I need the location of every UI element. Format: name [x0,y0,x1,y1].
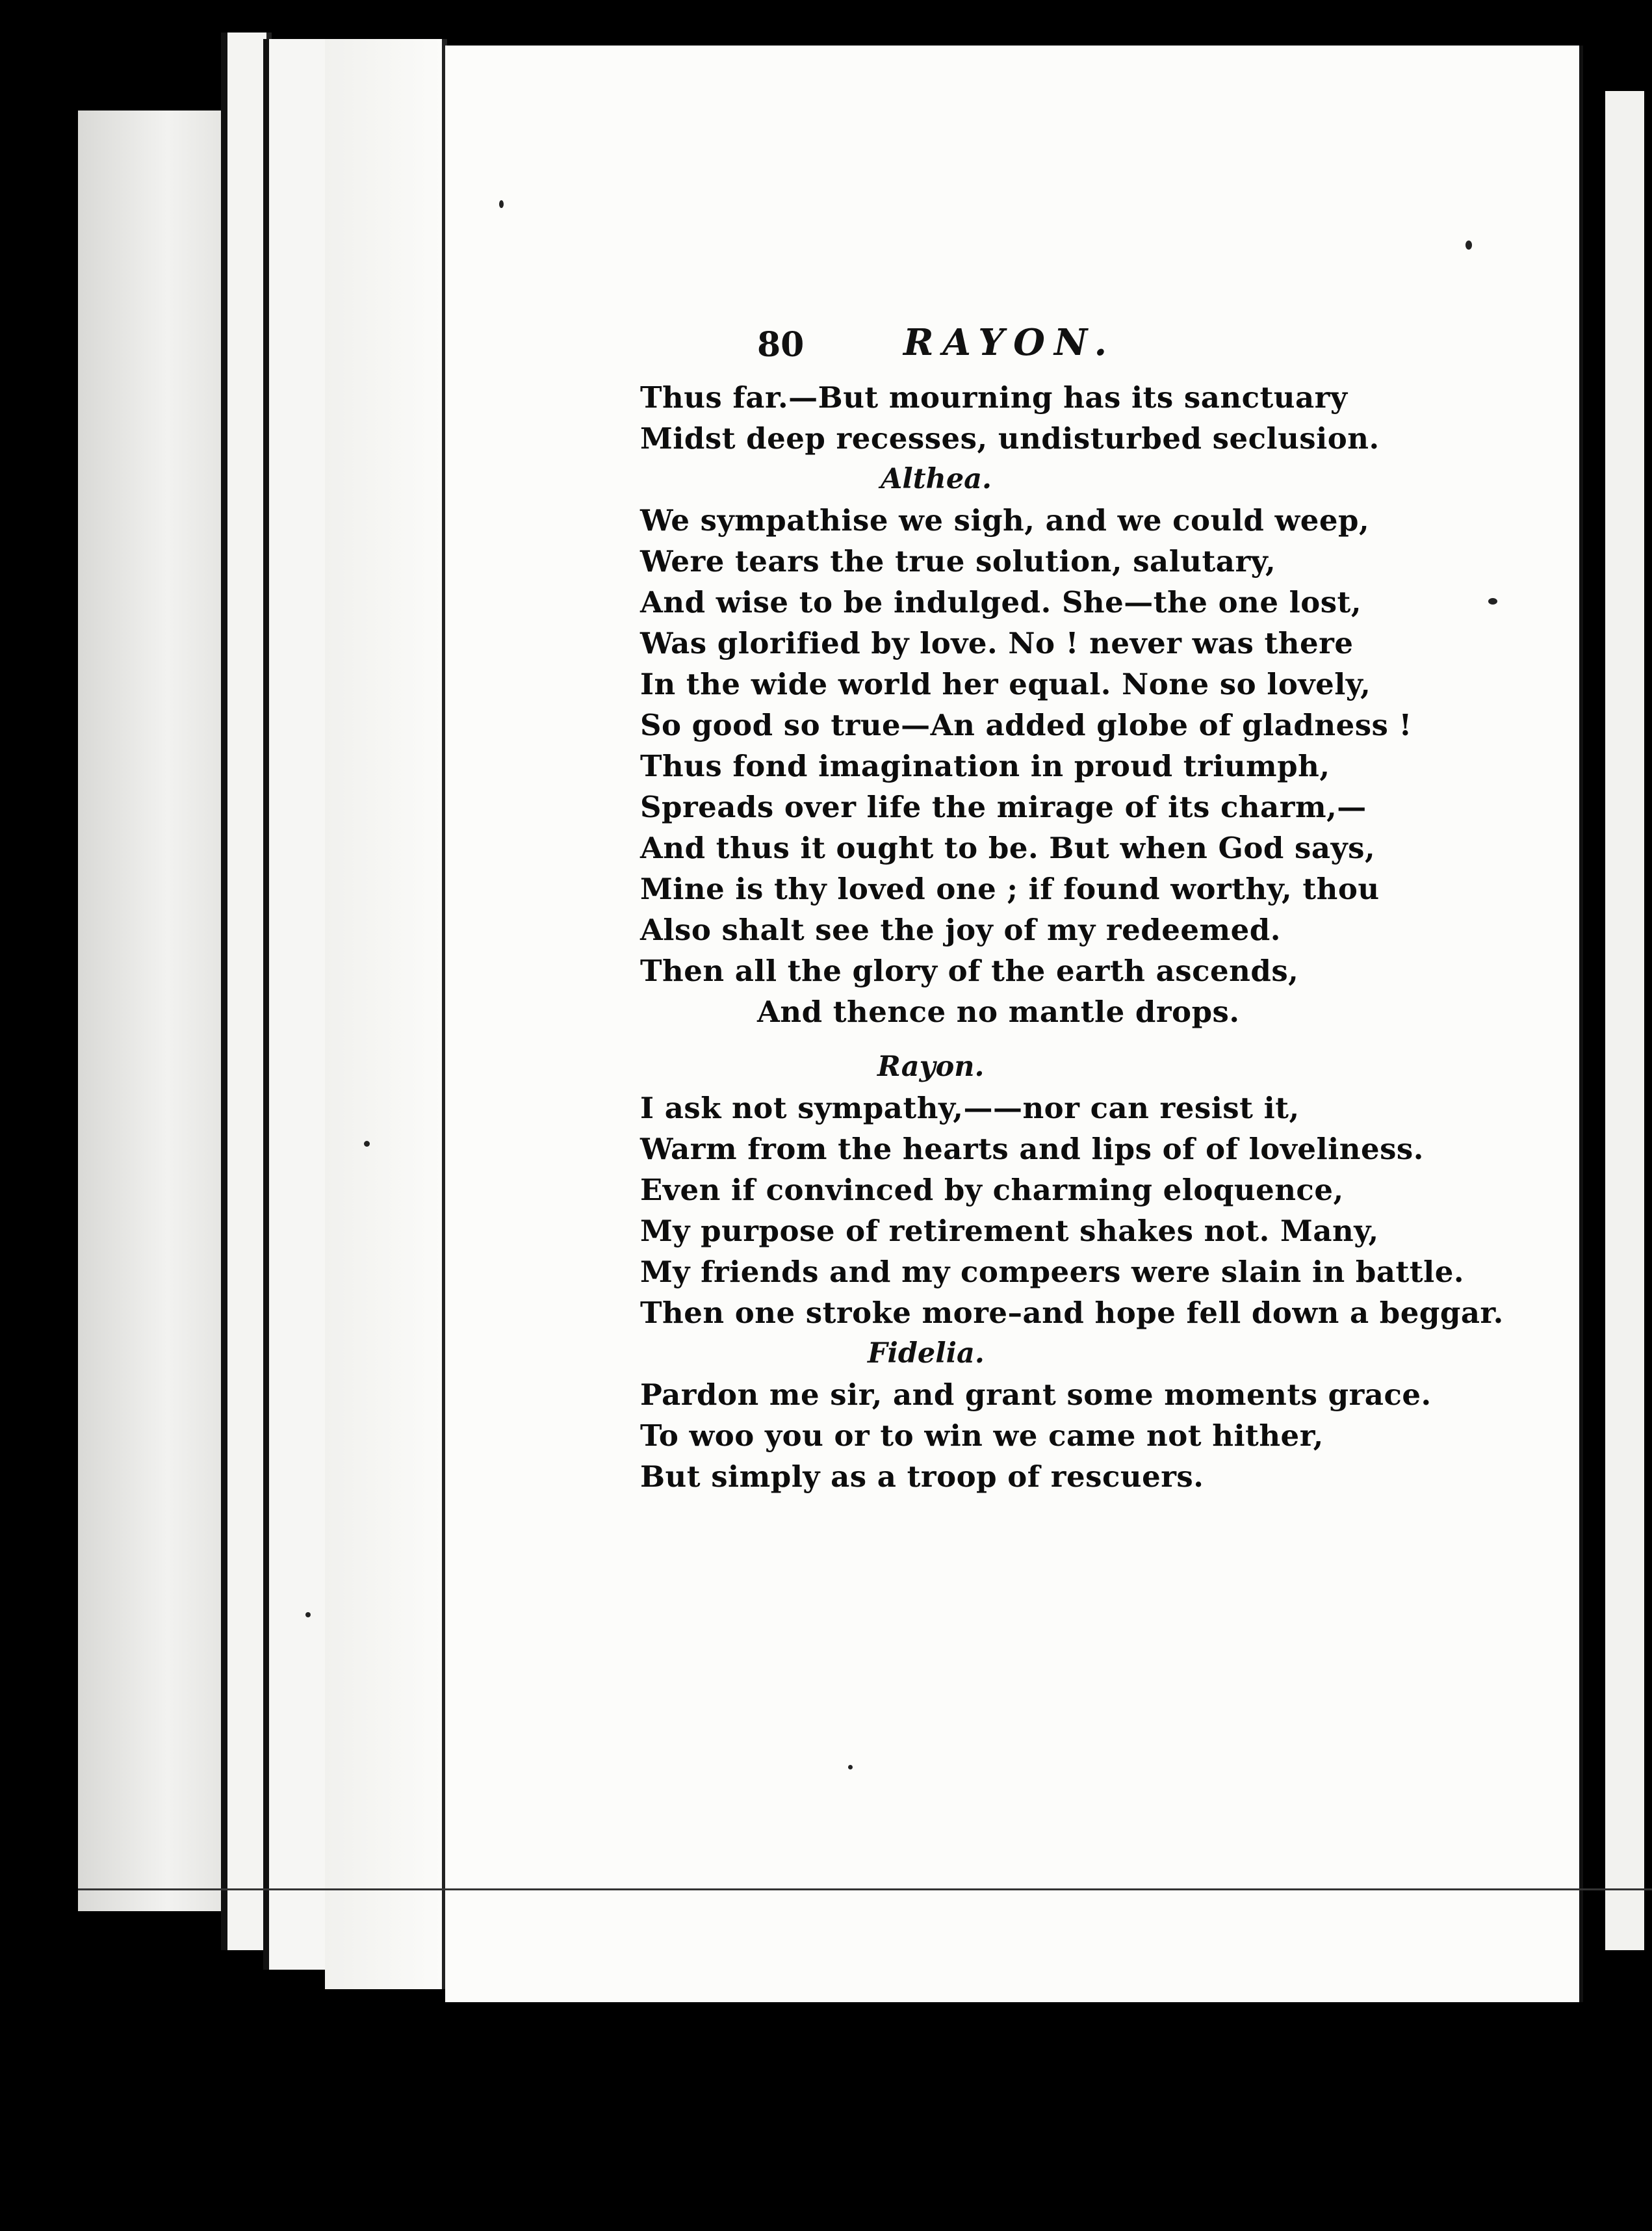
ink-speck [364,1141,370,1147]
page-number: 80 [757,325,805,365]
verse-line: Warm from the hearts and lips of of loveliness. [640,1132,1424,1166]
running-title: RAYON. [903,321,1116,364]
verse-line: In the wide world her equal. None so lovely, [640,667,1371,701]
verse-line: So good so true—An added globe of gladness ! [640,708,1412,742]
verse-line: Mine is thy loved one ; if found worthy, thou [640,872,1380,906]
verse-line: We sympathise we sigh, and we could weep, [640,503,1370,538]
verse-line: Pardon me sir, and grant some moments grace. [640,1377,1432,1412]
speaker-name: Fidelia. [868,1337,985,1370]
ink-speck [1465,241,1472,250]
ink-speck [848,1765,853,1769]
scan-artifact-line [78,1888,1652,1890]
verse-line: Were tears the true solution, salutary, [640,544,1276,579]
back-page-edge [78,111,227,1911]
verse-line: Thus fond imagination in proud triumph, [640,749,1330,783]
verse-line: And thus it ought to be. But when God says, [640,831,1376,865]
facing-page-edge [1605,91,1644,1950]
verse-line: Even if convinced by charming eloquence, [640,1173,1344,1207]
speaker-name: Althea. [881,463,992,495]
verse-line: Also shalt see the joy of my redeemed. [640,913,1281,947]
page-header [640,321,1511,377]
verse-line: Spreads over life the mirage of its charm,— [640,790,1367,824]
verse-line: And wise to be indulged. She—the one lost, [640,585,1362,620]
poem-text [640,321,1511,1497]
verse-line: Midst deep recesses, undisturbed seclusion. [640,421,1380,456]
verse-line-indented: And thence no mantle drops. [757,995,1240,1029]
verse-line: But simply as a troop of rescuers. [640,1459,1204,1494]
ink-speck [305,1612,311,1617]
verse-line: Thus far.—But mourning has its sanctuary [640,380,1348,415]
page-gutter [325,39,447,1989]
verse-line: I ask not sympathy,——nor can resist it, [640,1091,1300,1125]
speaker-name: Rayon. [877,1050,985,1083]
verse-line: To woo you or to win we came not hither, [640,1418,1324,1453]
verse-line: Then one stroke more–and hope fell down a beggar. [640,1296,1504,1330]
verse-line: My purpose of retirement shakes not. Many, [640,1214,1379,1248]
ink-speck [499,200,504,208]
verse-line: Then all the glory of the earth ascends, [640,954,1299,988]
verse-line: Was glorified by love. No ! never was there [640,626,1354,660]
verse-line: My friends and my compeers were slain in battle. [640,1255,1465,1289]
